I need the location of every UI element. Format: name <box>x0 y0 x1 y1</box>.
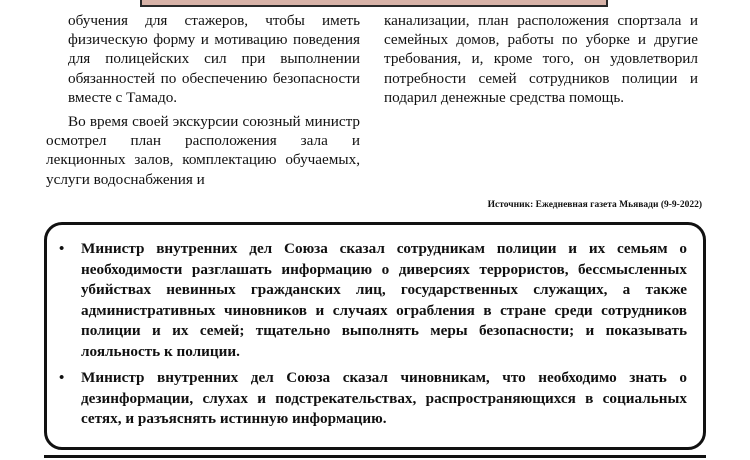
highlight-box <box>44 222 706 450</box>
source-citation: Источник: Ежедневная газета Мьявади (9-9-2022) <box>487 200 702 210</box>
bullet-list <box>47 225 703 430</box>
bullet-text: Министр внутренних дел Союза сказал сотрудникам полиции и их семьям о необходимости разглашать информацию о диверсиях террористов, бессмысленных убийствах невинных гражданских лиц, государственных служащих, а также административных чиновников и случаях ограбления в стране среди сотрудников полиции и их семей; тщательно выполнять меры безопасности; и показывать лояльность к полиции. <box>81 240 687 360</box>
article-left-column <box>46 11 360 189</box>
bullet-item <box>59 239 687 362</box>
bullet-item <box>59 368 687 430</box>
bullet-icon: • <box>59 370 65 386</box>
left-paragraph-1: обучения для стажеров, чтобы иметь физическую форму и мотивацию поведения для полицейских сил при выполнении обязанностей по обеспечению безопасности вместе с Тамадо. <box>68 12 360 106</box>
left-paragraph-2: Во время своей экскурсии союзный министр осмотрел план расположения зала и лекционных залов, комплектацию обучаемых, услуги водоснабжения и <box>46 113 360 188</box>
photo-bottom-edge <box>140 0 608 7</box>
bullet-icon: • <box>59 241 65 257</box>
article-right-column <box>384 11 698 107</box>
bullet-text: Министр внутренних дел Союза сказал чиновникам, что необходимо знать о дезинформации, слухах и подстрекательствах, распространяющихся в социальных сетях, и разъяснять истинную информацию. <box>81 369 687 427</box>
bottom-divider <box>44 455 706 458</box>
right-paragraph-1: канализации, план расположения спортзала и семейных домов, работы по уборке и другие требования, и, кроме того, он удовлетворил потребности семей сотрудников полиции и подарил денежные средства помощь. <box>384 12 698 106</box>
